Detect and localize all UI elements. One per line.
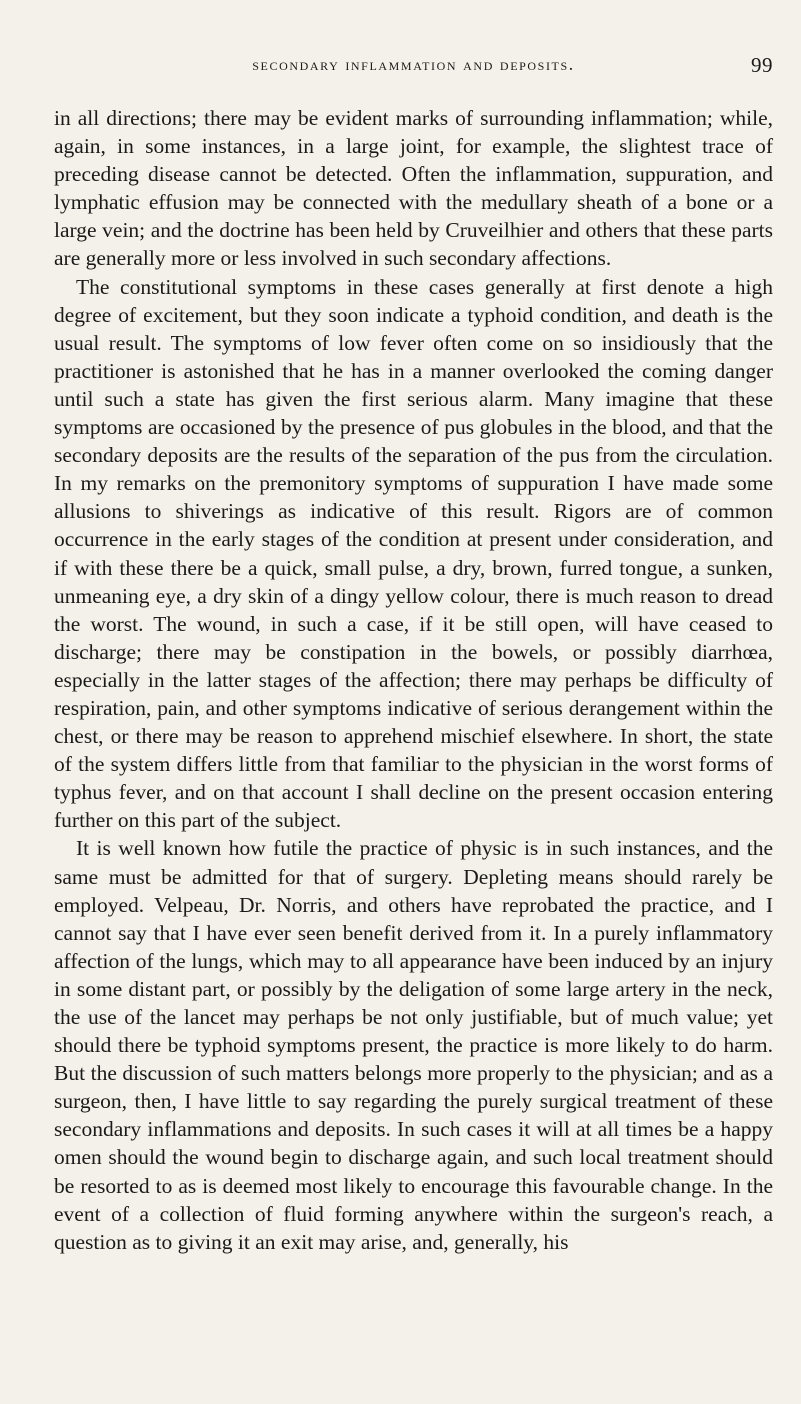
paragraph-treatment: It is well known how futile the practice of physic is in such instances, and the same must be admitted for that of surgery. Depleting means should rarely be employed. Velpeau, Dr. Norris, and others have reprobated the practice, and I cannot say that I have ever seen benefit derived from it. In a purely inflammatory affection of the lungs, which may to all appearance have been induced by an injury in some distant part, or possibly by the deligation of some large artery in the neck, the use of the lancet may perhaps be not only justifiable, but of much value; yet should there be typhoid symptoms present, the practice is more likely to do harm. But the discussion of such matters belongs more properly to the physician; and as a surgeon, then, I have little to say regarding the purely surgical treatment of these secondary inflammations and deposits. In such cases it will at all times be a happy omen should the wound begin to discharge again, and such local treatment should be resorted to as is deemed most likely to encourage this favourable change. In the event of a collection of fluid forming anywhere within the surgeon's reach, a question as to giving it an exit may arise, and, generally, his (54, 836, 773, 1254)
page-number: 99 (751, 53, 773, 77)
paragraph-constitutional-symptoms: The constitutional symptoms in these cases generally at first denote a high degree of excitement, but they soon indicate a typhoid condition, and death is the usual result. The symptoms of low fever often come on so insidiously that the practitioner is astonished that he has in a manner overlooked the coming danger until such a state has given the first serious alarm. Many imagine that these symptoms are occasioned by the presence of pus globules in the blood, and that the secondary deposits are the results of the separation of the pus from the circulation. In my remarks on the premonitory symptoms of suppuration I have made some allusions to shiverings as indicative of this result. Rigors are of common occurrence in the early stages of the condition at present under consideration, and if with these there be a quick, small pulse, a dry, brown, furred tongue, a sunken, unmeaning eye, a dry skin of a dingy yellow colour, there is much reason to dread the worst. The wound, in such a case, if it be still open, will have ceased to discharge; there may be constipation in the bowels, or possibly diarrhœa, especially in the latter stages of the affection; there may perhaps be difficulty of respiration, pain, and other symptoms indicative of serious derangement within the chest, or there may be reason to apprehend mischief elsewhere. In short, the state of the system differs little from that familiar to the physician in the worst forms of typhus fever, and on that account I shall decline on the present occasion entering further on this part of the subject. (54, 274, 773, 833)
running-head (54, 54, 773, 78)
running-title: secondary inflammation and deposits. (252, 54, 575, 74)
body-text (54, 104, 773, 1256)
paragraph-continued: in all directions; there may be evident marks of surrounding inflammation; while, again, in some instances, in a large joint, for example, the slightest trace of preceding disease cannot be detected. Often the inflammation, suppuration, and lymphatic effusion may be connected with the medullary sheath of a bone or a large vein; and the doctrine has been held by Cruveilhier and others that these parts are generally more or less involved in such secondary affections. (54, 106, 773, 271)
